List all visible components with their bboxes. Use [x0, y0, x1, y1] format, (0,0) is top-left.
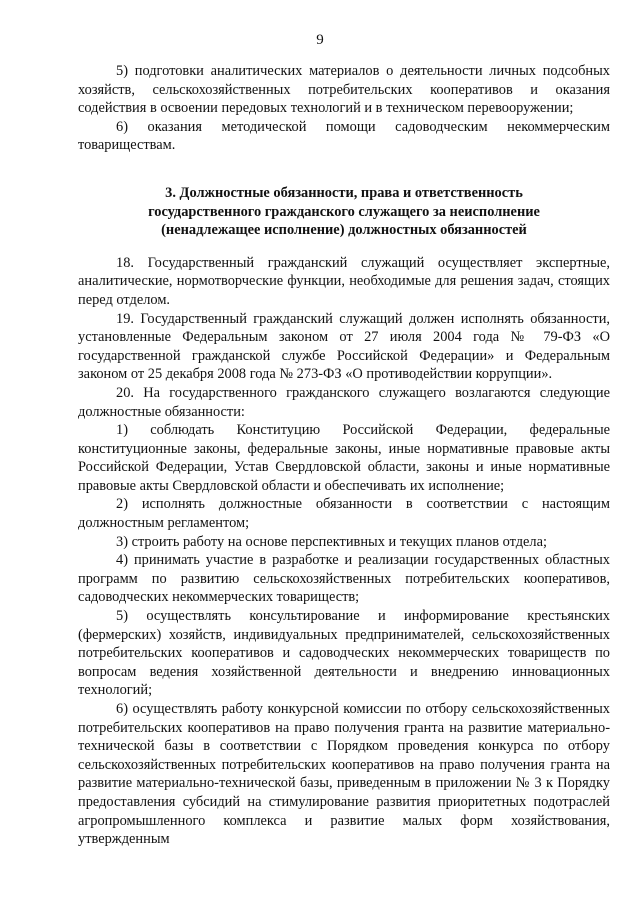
paragraph-19: 19. Государственный гражданский служащий должен исполнять обязанности, установленные Федеральным законом от 27 июля 2004 года № 79-ФЗ «О государственной гражданской службе Российской Федерации» и Федеральным законом от 25 декабря 2008 года № 273-ФЗ «О противодействии коррупции».	[78, 310, 610, 383]
section-heading-line-1: 3. Должностные обязанности, права и ответственность	[165, 184, 523, 201]
duty-item-3: 3) строить работу на основе перспективных и текущих планов отдела;	[116, 533, 547, 550]
duty-item-2: 2) исполнять должностные обязанности в соответствии с настоящим должностным регламентом;	[78, 496, 610, 532]
duty-item-1: 1) соблюдать Конституцию Российской Федерации, федеральные конституционные законы, федеральные законы, иные нормативные правовые акты Российской Федерации, Устав Свердловской области, законы и иные нормативные правовые акты Свердловской области и обеспечивать их исполнение;	[78, 422, 610, 494]
section-heading-line-2: государственного гражданского служащего за неисполнение	[148, 203, 540, 220]
duty-item-5: 5) осуществлять консультирование и информирование крестьянских (фермерских) хозяйств, индивидуальных предпринимателей, сельскохозяйственных потребительских кооперативов и садоводческих некоммерческих товариществ по вопросам ведения хозяйственной деятельности и внедрению инновационных технологий;	[78, 608, 610, 699]
paragraph-item-5: 5) подготовки аналитических материалов о деятельности личных подсобных хозяйств, сельскохозяйственных потребительских кооперативов и оказания содействия в освоении передовых технологий и в техническом перевооружении;	[78, 63, 610, 117]
page-number: 9	[316, 32, 324, 48]
duty-item-4: 4) принимать участие в разработке и реализации государственных областных программ по развитию сельскохозяйственных потребительских кооперативов, садоводческих некоммерческих товариществ;	[78, 552, 610, 606]
paragraph-18: 18. Государственный гражданский служащий осуществляет экспертные, аналитические, нормотворческие функции, необходимые для решения задач, стоящих перед отделом.	[78, 254, 610, 308]
section-heading-line-3: (ненадлежащее исполнение) должностных обязанностей	[161, 222, 527, 239]
paragraph-item-6: 6) оказания методической помощи садоводческим некоммерческим товариществам.	[78, 118, 610, 154]
section-heading	[78, 184, 610, 240]
document-body	[78, 62, 610, 849]
paragraph-20: 20. На государственного гражданского служащего возлагаются следующие должностные обязанности:	[78, 384, 610, 420]
duty-item-6: 6) осуществлять работу конкурсной комиссии по отбору сельскохозяйственных потребительских кооперативов на право получения гранта на развитие материально-технической базы в соответствии с Порядком проведения конкурса по отбору сельскохозяйственных потребительских кооперативов на право получения гранта на развитие материально-технической базы, приведенным в приложении № 3 к Порядку предоставления субсидий на стимулирование развития приоритетных подотраслей агропромышленного комплекса и развитие малых форм хозяйствования, утвержденным	[78, 701, 610, 848]
